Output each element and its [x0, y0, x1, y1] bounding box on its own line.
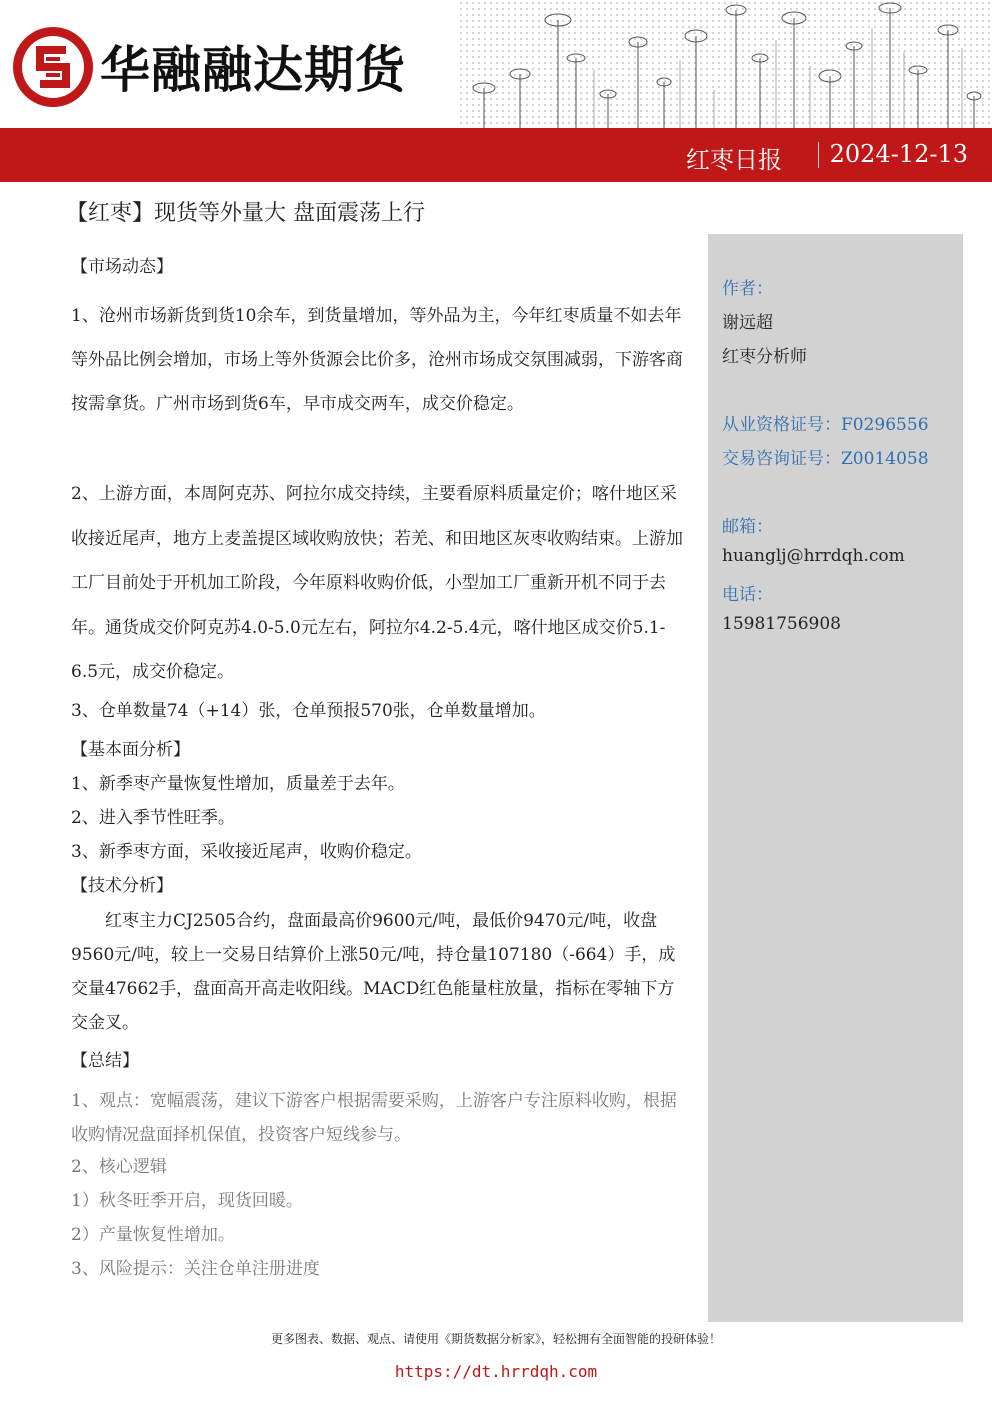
- report-type: 红枣日报: [686, 146, 782, 174]
- header-divider: [818, 142, 819, 168]
- consult-number: 交易咨询证号：Z0014058: [722, 449, 929, 469]
- author-sidebar: [708, 234, 963, 1322]
- market-paragraph-1: 1、沧州市场新货到货10余车，到货量增加，等外品为主，今年红枣质量不如去年等外品比例会增加，市场上等外货源会比价多，沧州市场成交氛围减弱，下游客商按需拿货。广州市场到货6车，早市成交两车，成交价稳定。: [71, 306, 683, 414]
- market-paragraph-2: 2、上游方面，本周阿克苏、阿拉尔成交持续，主要看原料质量定价；喀什地区采收接近尾声，地方上麦盖提区域收购放快；若羌、和田地区灰枣收购结束。上游加工厂目前处于开机加工阶段，今年原料收购价低，小型加工厂重新开机不同于去年。通货成交价阿克苏4.0-5.0元左右，阿拉尔4.2-5.4元，喀什地区成交价5.1-6.5元，成交价稳定。: [71, 484, 683, 682]
- decorative-pattern: [458, 0, 992, 128]
- market-heading: 【市场动态】: [71, 257, 173, 277]
- report-date: 2024-12-13: [829, 140, 968, 168]
- technical-paragraph: 红枣主力CJ2505合约，盘面最高价9600元/吨，最低价9470元/吨，收盘9560元/吨，较上一交易日结算价上涨50元/吨，持仓量107180（-664）手，成交量47662手，盘面高开高走收阳线。MACD红色能量柱放量，指标在零轴下方交金叉。: [71, 911, 676, 1033]
- author-role: 红枣分析师: [722, 347, 807, 367]
- page-header: [0, 0, 992, 182]
- license-number: 从业资格证号：F0296556: [722, 415, 929, 435]
- fundamental-item: 1、新季枣产量恢复性增加，质量差于去年。: [71, 774, 405, 794]
- phone-label: 电话：: [722, 585, 773, 605]
- footer-note: 更多图表、数据、观点、请使用《期货数据分析家》，轻松拥有全面智能的投研体验！: [270, 1332, 721, 1346]
- summary-view: 1、观点：宽幅震荡，建议下游客户根据需要采购，上游客户专注原料收购，根据收购情况盘面择机保值，投资客户短线参与。: [71, 1091, 677, 1145]
- company-logo-icon: [12, 26, 94, 108]
- author-label: 作者：: [722, 279, 773, 299]
- summary-risk: 3、风险提示：关注仓单注册进度: [71, 1259, 320, 1279]
- brand-name: 华融融达期货: [100, 41, 406, 99]
- page-title: 【红枣】现货等外量大 盘面震荡上行: [66, 201, 425, 226]
- fundamental-item: 3、新季枣方面，采收接近尾声，收购价稳定。: [71, 842, 422, 862]
- author-name: 谢远超: [722, 313, 773, 333]
- summary-heading: 【总结】: [71, 1051, 139, 1071]
- footer-link[interactable]: https://dt.hrrdqh.com: [394, 1362, 598, 1381]
- fundamental-item: 2、进入季节性旺季。: [71, 808, 235, 828]
- fundamental-heading: 【基本面分析】: [71, 740, 190, 760]
- phone-number: 15981756908: [722, 614, 841, 634]
- market-paragraph-3: 3、仓单数量74（+14）张，仓单预报570张，仓单数量增加。: [71, 701, 546, 721]
- summary-logic-item: 2）产量恢复性增加。: [71, 1225, 235, 1245]
- summary-logic-item: 1）秋冬旺季开启，现货回暖。: [71, 1191, 303, 1211]
- email-label: 邮箱：: [722, 517, 773, 537]
- technical-heading: 【技术分析】: [71, 876, 173, 896]
- summary-logic: 2、核心逻辑: [71, 1157, 167, 1177]
- email-address[interactable]: huanglj@hrrdqh.com: [722, 546, 905, 566]
